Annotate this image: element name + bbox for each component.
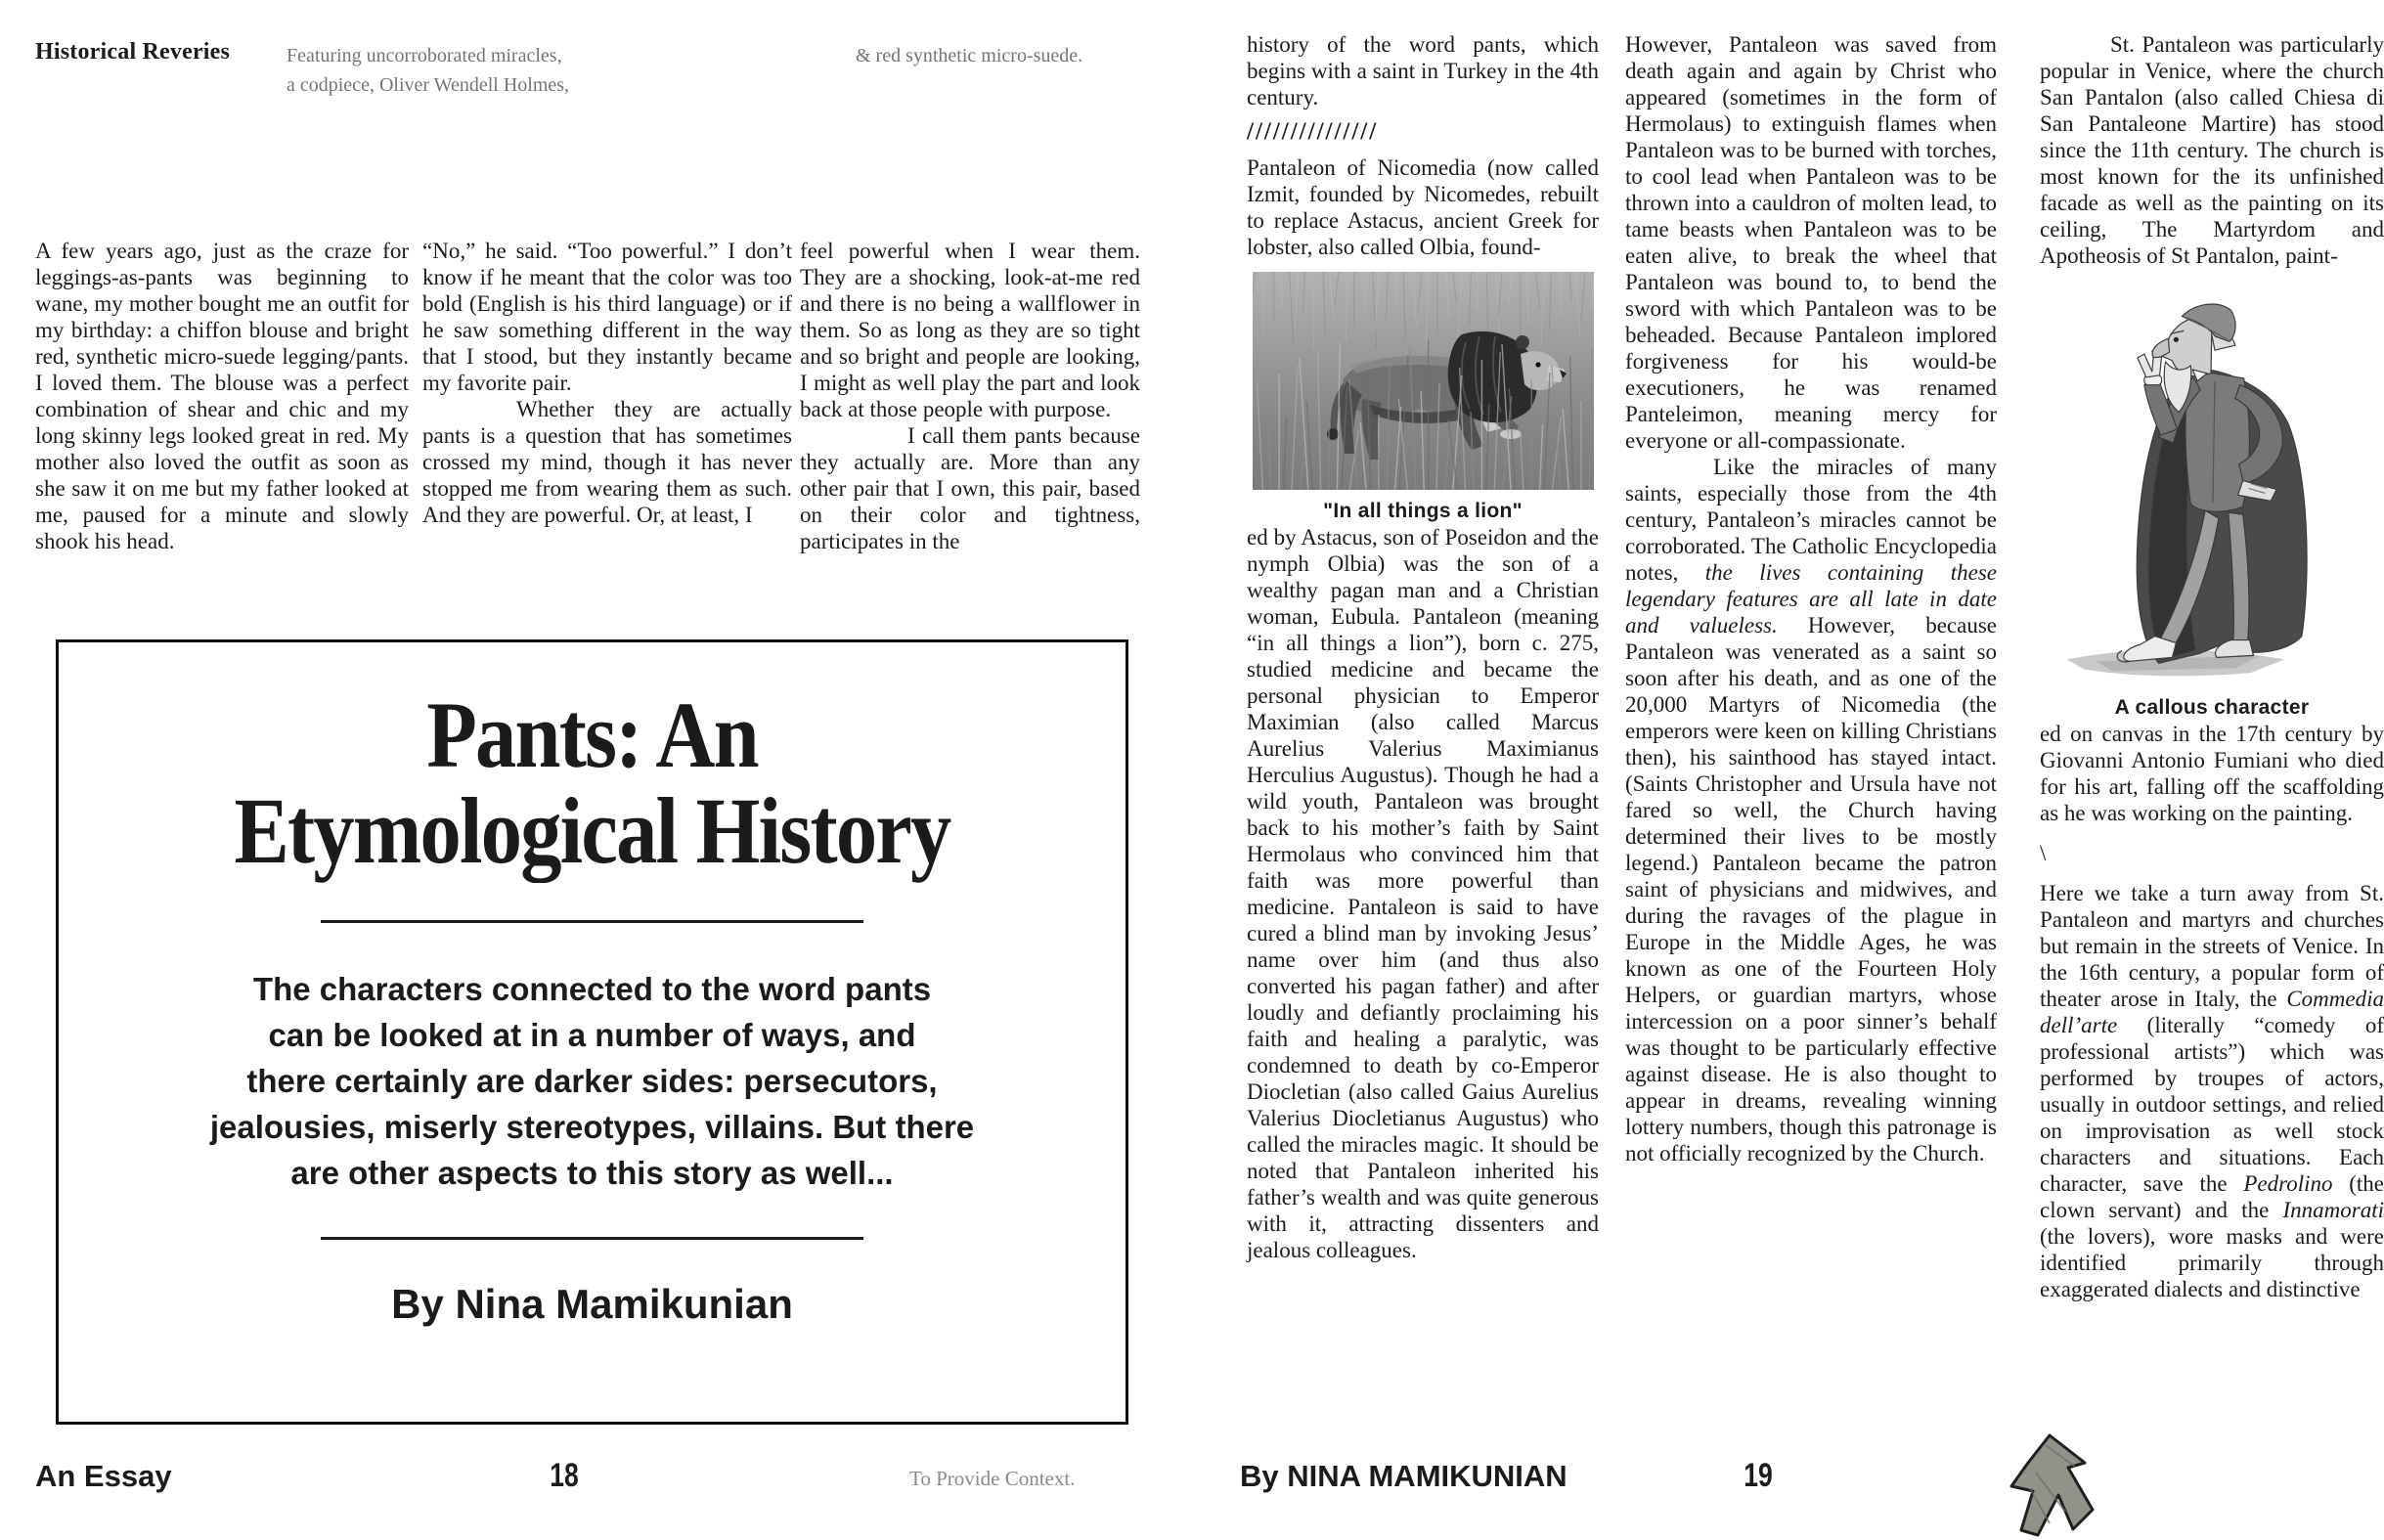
page-number-19: 19 xyxy=(1744,1457,1773,1494)
body-paragraph: However, Pantaleon was saved from death again and again by Christ who appeared (sometimes in the form of Hermolaus) to extinguish flames when Pantaleon was to be burned with torches, to cool lead when Pantaleon was to be thrown into a cauldron of molten lead, to tame beasts when Pantaleon was to be eaten alive, to break the wheel that Pantaleon was bound to, to bend the sword with which Pantaleon was to be beheaded. Because Pantaleon implored forgiveness for his would-be executioners, he was renamed Panteleimon, meaning mercy for everyone or all-compassionate. xyxy=(1625,32,1997,453)
body-paragraph: ed on canvas in the 17th century by Giovanni Antonio Fumiani who died for his art, falling off the scaffolding as he was working on the painting. xyxy=(2040,722,2384,825)
body-paragraph: feel powerful when I wear them. They are a shocking, look-at-me red and there is no being a wallflower in them. So as long as they are so tight and so bright and people are looking, I might as well play the part and look back at those people with purpose. xyxy=(800,239,1140,421)
body-paragraph: St. Pantaleon was particularly popular in Venice, where the church San Pantalon (also called Chiesa di San Pantaleone Martire) has stood since the 11th century. The church is most known for the its unfinished facade as well as the painting on its ceiling, The Martyrdom and Apotheosis of St Pantalon, paint- xyxy=(2040,32,2384,268)
article-byline: By Nina Mamikunian xyxy=(391,1281,793,1327)
feature-title-box xyxy=(56,639,1128,1425)
text-run: (the lovers), wore masks and were identified primarily through exaggerated dialects and distinctive xyxy=(2040,1224,2384,1301)
body-paragraph: history of the word pants, which begins with a saint in Turkey in the 4th century. xyxy=(1247,32,1599,110)
body-paragraph: I call them pants because they actually are. More than any other pair that I own, this pair, based on their color and tightness, participates in the xyxy=(800,423,1140,553)
right-page-column-2 xyxy=(1625,31,1997,1166)
lion-caption: "In all things a lion" xyxy=(1323,500,1523,522)
article-title-line1: Pants: An xyxy=(426,682,758,787)
deck-line: The characters connected to the word pants xyxy=(252,971,932,1007)
illustration-caption: A callous character xyxy=(2114,696,2310,719)
body-paragraph: “No,” he said. “Too powerful.” I don’t know if he meant that the color was too bold (English is his third language) or if he saw something different in the way that I stood, but they instantly became my favorite pair. xyxy=(422,239,792,395)
body-paragraph: A few years ago, just as the craze for leggings-as-pants was beginning to wane, my mother bought me an outfit for my birthday: a chiffon blouse and bright red, synthetic micro-suede legging/pants. I loved them. The blouse was a perfect combination of shear and chic and my long skinny legs looked great in red. My mother also loved the outfit as soon as she saw it on me but my father looked at me, paused for a minute and slowly shook his head. xyxy=(35,239,409,553)
body-paragraph xyxy=(1625,454,1997,1166)
left-footer-label: An Essay xyxy=(35,1459,172,1493)
pantalone-figure xyxy=(2040,281,2384,721)
article-deck xyxy=(99,966,1086,1196)
header-tagline-right: & red synthetic micro-suede. xyxy=(856,45,1083,66)
pantalone-illustration xyxy=(2051,281,2373,686)
left-page-column-1 xyxy=(35,238,409,554)
italic-term: Pedrolino xyxy=(2243,1171,2333,1196)
page-number-18: 18 xyxy=(550,1457,579,1494)
article-title-line2: Etymological History xyxy=(234,778,950,883)
text-run: Here we take a turn away from St. Pantaleon and martyrs and churches but remain in the streets of Venice. In the 16th century, a popular form of theater arose in Italy, the xyxy=(2040,881,2384,1011)
footer-note: To Provide Context. xyxy=(909,1467,1076,1490)
deck-line: can be looked at in a number of ways, and xyxy=(268,1017,916,1053)
arrow-icon xyxy=(2007,1433,2099,1540)
text-run: Like the miracles of many saints, especially those from the 4th century, Pantaleon’s miracles cannot be corroborated. The Catholic Encyclopedia notes, xyxy=(1625,455,1997,585)
left-page-column-3 xyxy=(800,238,1140,554)
text-run: However, because Pantaleon was venerated as a saint so soon after his death, and as one of the 20,000 Martyrs of Nicomedia (the emperors were keen on killing Christians then), his sainthood has stayed intact. (Saints Christopher and Ursula have not fared so well, the Church having determined their lives to be mostly legend.) Pantaleon became the patron saint of physicians and midwives, and during the ravages of the plague in Europe in the Middle Ages, he was known as one of the Fourteen Holy Helpers, or guardian martyrs, whose intercession on a poor sinner’s behalf was thought to be particularly effective against disease. He is also thought to appear in dreams, revealing winning lottery numbers, though this patronage is not officially recognized by the Church. xyxy=(1625,613,1997,1166)
tagline-line2: a codpiece, Oliver Wendell Holmes, xyxy=(287,74,570,96)
italic-term: Innamorati xyxy=(2282,1198,2384,1222)
right-footer-byline: By NINA MAMIKUNIAN xyxy=(1240,1459,1567,1493)
italic-quote: the lives containing these legendary features are all late in date and valueless. xyxy=(1625,560,1997,638)
lion-photo xyxy=(1253,272,1594,490)
tagline-line1: Featuring uncorroborated miracles, xyxy=(287,45,562,66)
article-title xyxy=(122,682,1061,883)
deck-line: jealousies, miserly stereotypes, villains. But there xyxy=(209,1109,975,1145)
slash-divider: /////////////// xyxy=(1247,118,1379,145)
italic-term: Commedia dell’arte xyxy=(2040,987,2384,1037)
title-divider-rule-bottom xyxy=(321,1237,863,1240)
body-paragraph xyxy=(2040,880,2384,1302)
text-run: (literally “comedy of professional artists”) which was performed by troupes of actors, usually in outdoor settings, and relied on improvisation as well stock characters and situations. Each character, save the xyxy=(2040,1013,2384,1196)
header-tagline-left xyxy=(287,41,569,100)
backslash-divider: \ xyxy=(2040,841,2047,865)
deck-line: there certainly are darker sides: persecutors, xyxy=(246,1063,938,1099)
body-paragraph: Whether they are actually pants is a question that has sometimes crossed my mind, though it has never stopped me from wearing them as such. And they are powerful. Or, at least, I xyxy=(422,397,792,527)
title-divider-rule-top xyxy=(321,920,863,923)
body-paragraph: Pantaleon of Nicomedia (now called Izmit, founded by Nicomedes, rebuilt to replace Astacus, ancient Greek for lobster, also called Olbia, found- xyxy=(1247,155,1599,259)
text-run: (the clown servant) and the xyxy=(2040,1171,2384,1222)
deck-line: are other aspects to this story as well... xyxy=(290,1155,894,1191)
body-paragraph: ed by Astacus, son of Poseidon and the nymph Olbia) was the son of a wealthy pagan man and a Christian woman, Eubula. Pantaleon (meaning “in all things a lion”), born c. 275, studied medicine and became the personal physician to Emperor Maximian (also called Marcus Aurelius Valerius Maximianus Herculius Augustus). Though he had a wild youth, Pantaleon was brought back to his mother’s faith by Saint Hermolaus who convinced him that faith was more powerful than medicine. Pantaleon is said to have cured a blind man by invoking Jesus’ name over him (and thus also converted his pagan father) and after loudly and defiantly proclaiming his faith and healing a paralytic, was condemned to death by co-Emperor Diocletian (also called Gaius Aurelius Valerius Diocletianus Augustus) who called the miracles magic. It should be noted that Pantaleon inherited his father’s wealth and was quite generous with it, attracting dissenters and jealous colleagues. xyxy=(1247,525,1599,1262)
lion-figure xyxy=(1247,272,1599,524)
masthead-title: Historical Reveries xyxy=(35,39,231,65)
right-page-column-1 xyxy=(1247,31,1599,1263)
left-page-column-2 xyxy=(422,238,792,528)
right-page-column-3 xyxy=(2040,31,2384,1302)
